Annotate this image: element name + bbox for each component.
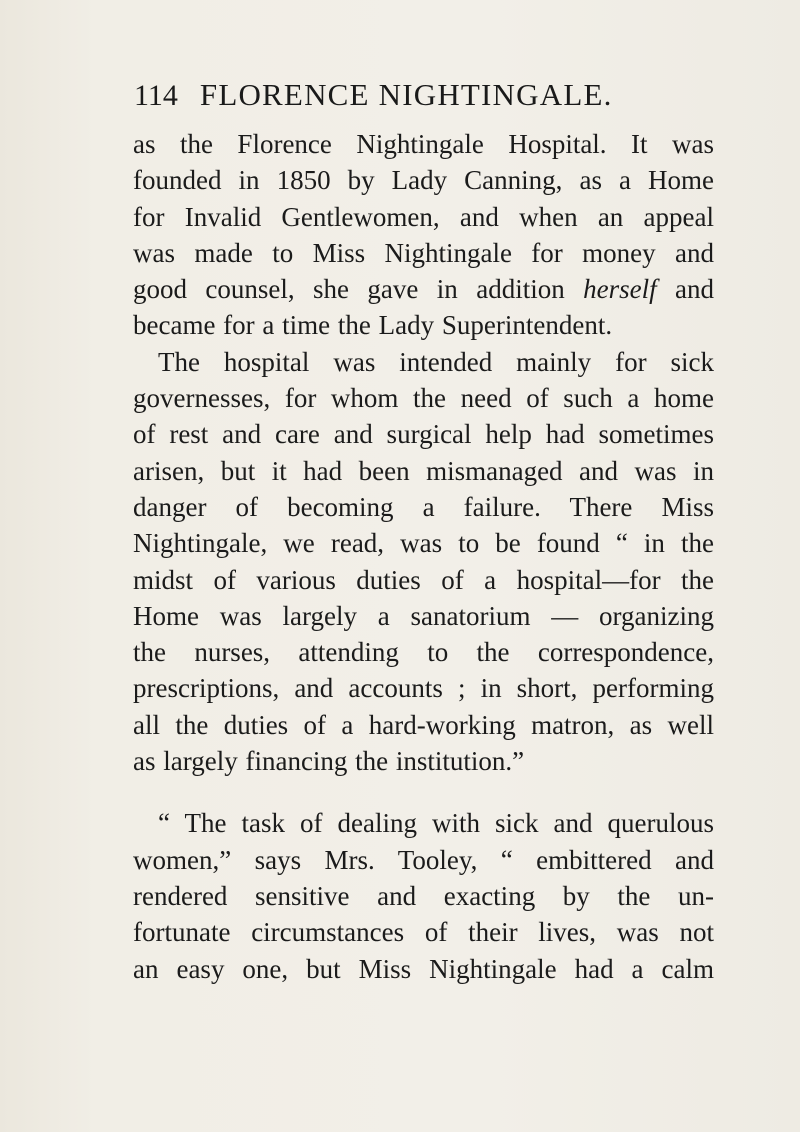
text-line: was made to Miss Nightingale for money and (133, 237, 714, 268)
text-line: an easy one, but Miss Nightingale had a calm (133, 953, 714, 984)
text-line: arisen, but it had been mismanaged and was in (133, 455, 714, 486)
text-line: all the duties of a hard-working matron, as well (133, 709, 714, 740)
text-line: the nurses, attending to the correspondence, (133, 637, 714, 668)
text-line: The hospital was intended mainly for sick (158, 346, 714, 377)
text-line: became for a time the Lady Superintendent. (133, 310, 613, 341)
running-title: FLORENCE NIGHTINGALE. (199, 77, 613, 112)
text-line: fortunate circumstances of their lives, was not (133, 917, 714, 948)
page-number: 114 (134, 79, 178, 112)
text-line: as the Florence Nightingale Hospital. It was (133, 129, 714, 159)
text-line: midst of various duties of a hospital—for the (133, 564, 714, 595)
text-line: as largely financing the institution.” (133, 746, 525, 777)
text-line: founded in 1850 by Lady Canning, as a Home (133, 165, 714, 196)
paragraph-1 (133, 126, 714, 344)
text-line: governesses, for whom the need of such a home (133, 383, 714, 414)
body-text (133, 126, 714, 987)
text-line: “ The task of dealing with sick and querulous (158, 808, 714, 839)
text-line: for Invalid Gentlewomen, and when an appeal (133, 201, 714, 232)
paragraph-3 (133, 805, 714, 986)
text-line: danger of becoming a failure. There Miss (133, 491, 714, 522)
paragraph-2 (133, 344, 714, 780)
text-fragment: and (656, 274, 714, 305)
text-line: of rest and care and surgical help had sometimes (133, 419, 714, 450)
text-line: rendered sensitive and exacting by the un- (133, 880, 714, 911)
text-line: Home was largely a sanatorium — organizing (133, 600, 714, 631)
text-line: Nightingale, we read, was to be found “ in the (133, 528, 714, 559)
text-line: women,” says Mrs. Tooley, “ embittered and (133, 844, 714, 875)
paragraph-gap (133, 779, 714, 805)
italic-word: herself (583, 274, 657, 305)
running-head (134, 77, 694, 117)
text-fragment: good counsel, she gave in addition (133, 274, 584, 305)
text-line (133, 271, 714, 307)
text-line: prescriptions, and accounts ; in short, performing (133, 673, 714, 704)
